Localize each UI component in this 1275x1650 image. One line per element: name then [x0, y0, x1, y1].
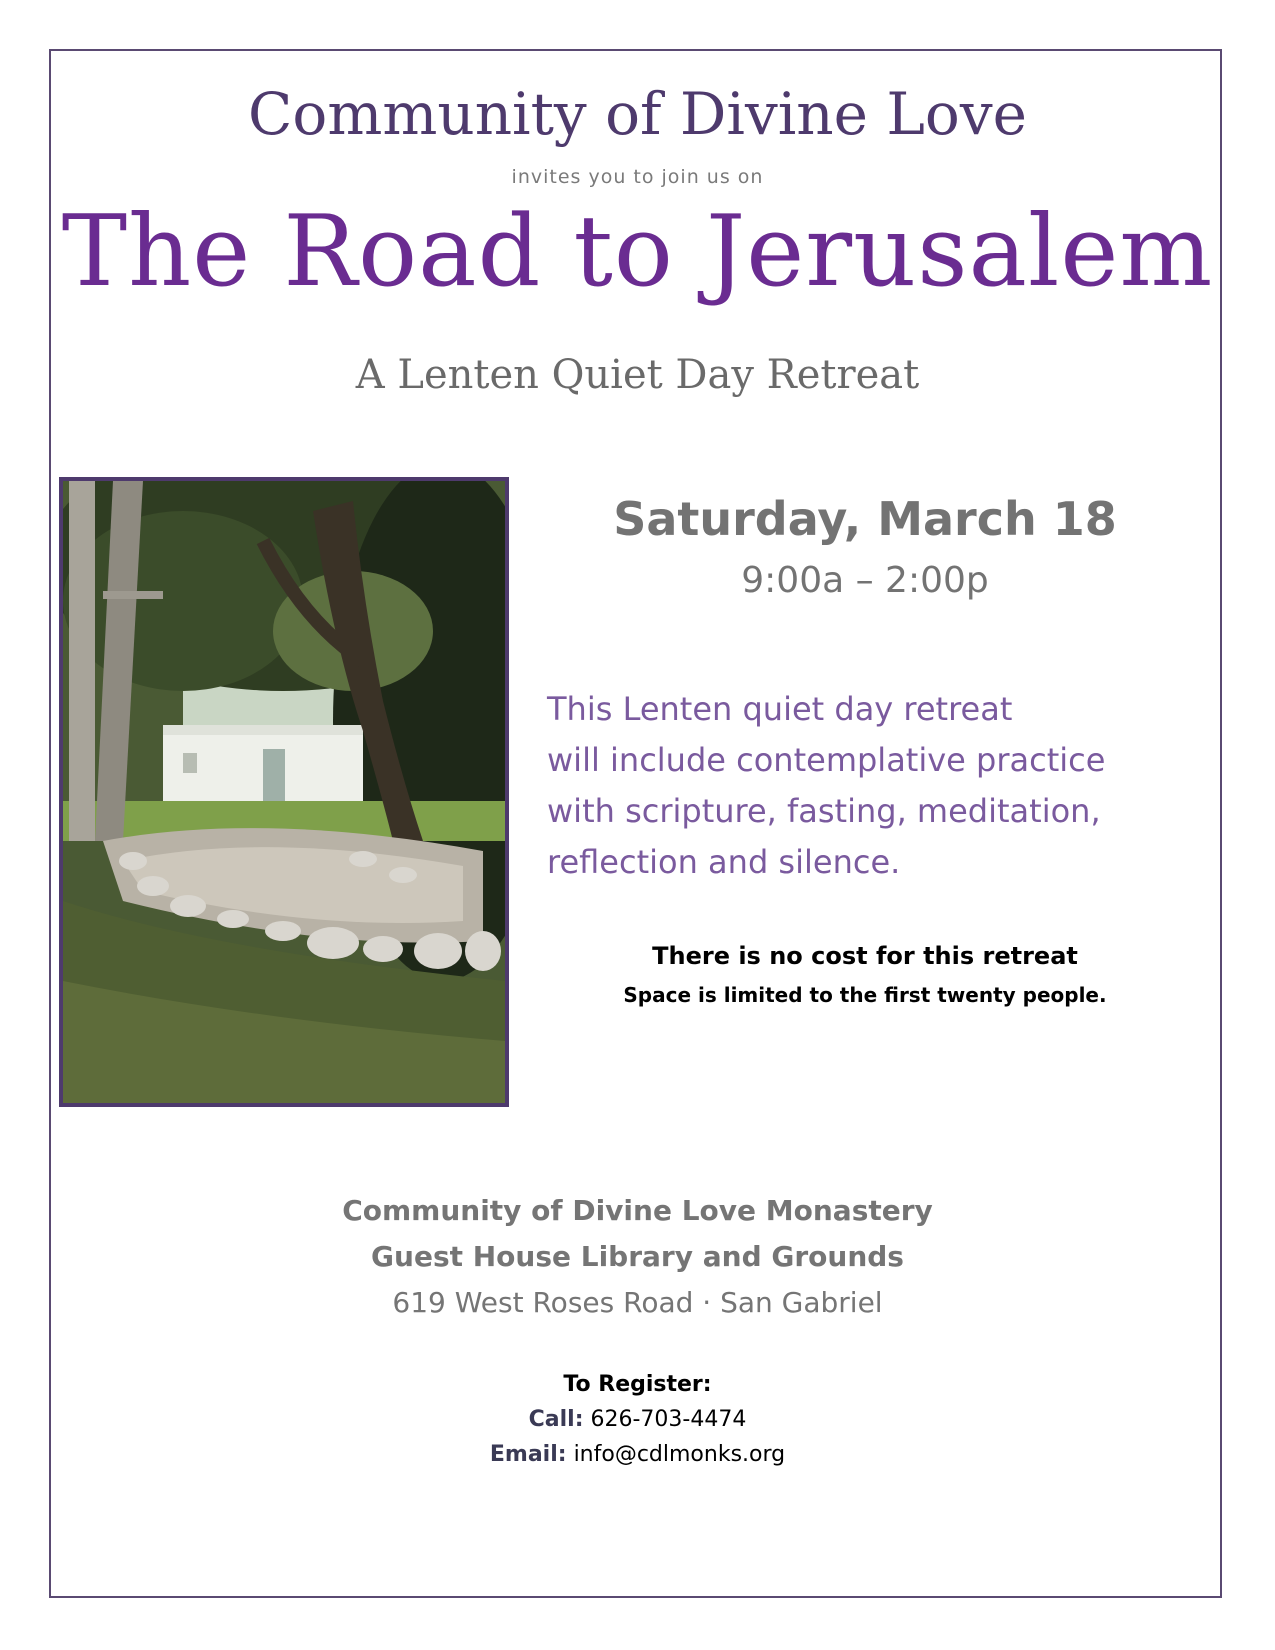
phone-number[interactable]: 626-703-4474 — [590, 1407, 747, 1432]
contact-phone — [0, 1407, 1275, 1432]
garden-photo-illustration — [63, 481, 505, 1103]
email-address[interactable]: info@cdlmonks.org — [573, 1442, 786, 1467]
garden-photo — [59, 477, 509, 1107]
venue-location: Guest House Library and Grounds — [371, 1240, 904, 1273]
description-line: reflection and silence. — [547, 843, 901, 881]
cost-note: There is no cost for this retreat — [652, 942, 1078, 970]
call-label: Call: — [528, 1407, 584, 1432]
capacity-note: Space is limited to the first twenty people. — [623, 983, 1107, 1007]
description-line: This Lenten quiet day retreat — [547, 690, 1013, 728]
event-time: 9:00a – 2:00p — [741, 560, 989, 601]
contact-email — [0, 1442, 1275, 1467]
event-subtitle: A Lenten Quiet Day Retreat — [355, 352, 920, 398]
register-heading: To Register: — [563, 1372, 712, 1397]
venue-address: 619 West Roses Road · San Gabriel — [392, 1286, 883, 1319]
event-description — [547, 684, 1187, 888]
venue-name: Community of Divine Love Monastery — [342, 1194, 933, 1227]
event-title: The Road to Jerusalem — [61, 195, 1214, 309]
description-line: will include contemplative practice — [547, 741, 1106, 779]
event-date: Saturday, March 18 — [613, 492, 1117, 546]
description-line: with scripture, fasting, meditation, — [547, 792, 1101, 830]
organization-title: Community of Divine Love — [248, 80, 1027, 148]
invite-text: invites you to join us on — [511, 166, 764, 188]
email-label: Email: — [489, 1442, 567, 1467]
